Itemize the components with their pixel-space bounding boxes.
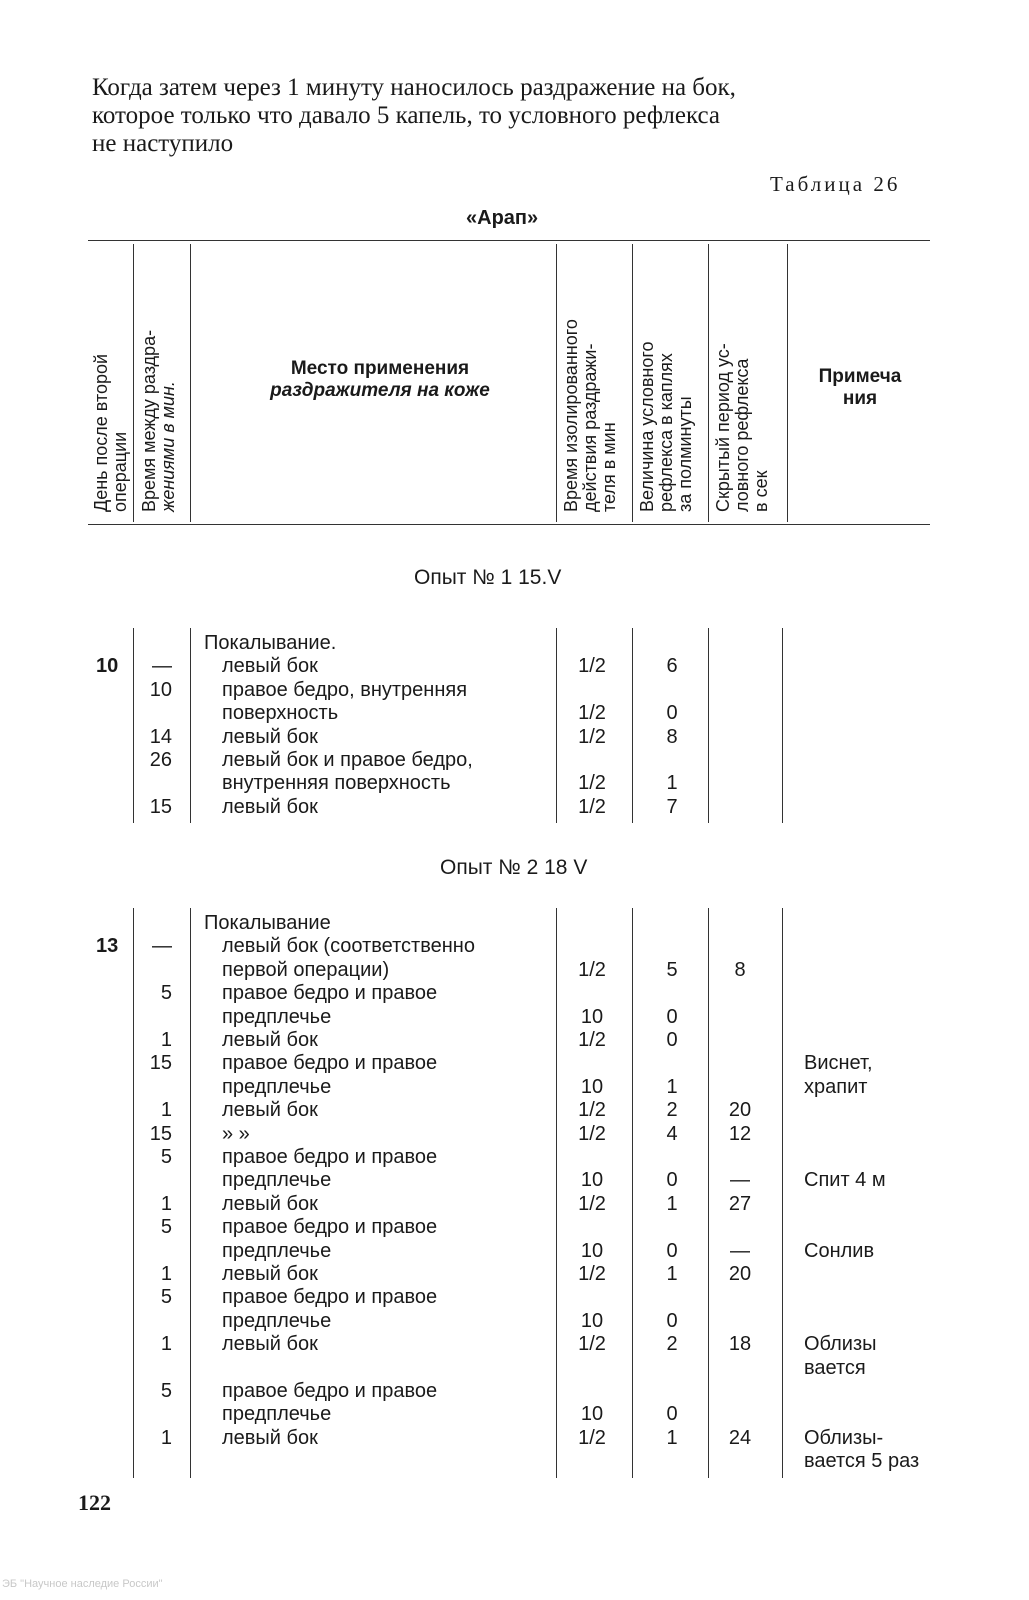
table-col-divider: [782, 628, 783, 823]
place-cell: левый бок и правое бедро,: [222, 749, 473, 771]
place-cell: левый бок: [222, 1099, 318, 1122]
day-cell: 13: [96, 935, 119, 958]
interval-cell: 15: [149, 1052, 172, 1075]
place-cell: внутренняя поверхность: [222, 772, 451, 795]
place-cell: правое бедро и правое: [222, 1146, 438, 1168]
header-bottom-rule: [88, 524, 930, 525]
magnitude-cell: 2: [666, 1333, 678, 1356]
interval-cell: 5: [160, 1146, 172, 1168]
table-col-divider: [556, 908, 557, 1478]
interval-cell: 14: [149, 725, 172, 748]
place-cell: предплечье: [222, 1005, 332, 1028]
interval-cell: —: [152, 655, 172, 678]
table-col-divider: [190, 908, 191, 1478]
time-cell: 1/2: [578, 655, 606, 678]
intro-line: Когда затем через 1 минуту наносилось раздражение на бок,: [92, 74, 736, 101]
latency-cell: 12: [728, 1122, 752, 1145]
place-cell: первой операции): [222, 958, 390, 981]
note-cell: храпит: [804, 1075, 868, 1098]
magnitude-cell: 0: [666, 1239, 678, 1262]
table-col-divider: [782, 908, 783, 1478]
place-cell: левый бок (соответственно: [222, 935, 475, 958]
interval-cell: 1: [160, 1029, 172, 1051]
place-cell: левый бок: [222, 1029, 318, 1051]
intro-line: которое только что давало 5 капель, то условного рефлекса: [92, 102, 721, 129]
watermark: ЭБ "Научное наследие России": [2, 1578, 163, 1590]
latency-cell: 24: [728, 1426, 752, 1449]
time-cell: 1/2: [578, 1333, 606, 1356]
header-col-divider: [708, 244, 709, 522]
magnitude-cell: 5: [666, 958, 678, 981]
magnitude-cell: 1: [666, 1192, 678, 1215]
interval-cell: 1: [160, 1099, 172, 1122]
time-cell: 1/2: [578, 1192, 606, 1215]
latency-cell: —: [730, 1239, 750, 1262]
place-cell: предплечье: [222, 1403, 332, 1426]
time-cell: 1/2: [578, 1099, 606, 1122]
intro-paragraph: [92, 74, 940, 158]
time-cell: 1/2: [578, 1426, 606, 1449]
table-title: «Арап»: [466, 207, 539, 229]
interval-cell: 1: [160, 1263, 172, 1285]
magnitude-cell: 0: [666, 1029, 678, 1051]
time-cell: 10: [580, 1239, 604, 1262]
place-cell: предплечье: [222, 1309, 332, 1332]
header-magnitude: Величина условного рефлекса в каплях за полминуты: [637, 341, 695, 512]
table-col-divider: [632, 628, 633, 823]
place-cell: Покалывание.: [204, 632, 337, 654]
table-col-divider: [556, 628, 557, 823]
place-cell: правое бедро и правое: [222, 1216, 438, 1239]
page-number: 122: [78, 1490, 111, 1515]
place-cell: правое бедро и правое: [222, 1052, 438, 1075]
time-cell: 10: [580, 1075, 604, 1098]
place-cell: левый бок: [222, 1333, 318, 1356]
time-cell: 1/2: [578, 795, 606, 818]
time-cell: 1/2: [578, 1263, 606, 1285]
header-latency: Скрытый период ус- ловного рефлекса в сек: [713, 343, 771, 512]
header-time: Время изолированного действия раздражи- теля в мин: [561, 319, 619, 512]
header-place: Место применения раздражителя на коже: [270, 358, 490, 401]
place-cell: » »: [222, 1122, 250, 1145]
time-cell: 10: [580, 1169, 604, 1192]
place-cell: предплечье: [222, 1075, 332, 1098]
place-cell: левый бок: [222, 655, 318, 678]
interval-cell: 15: [149, 1122, 172, 1145]
time-cell: 1/2: [578, 958, 606, 981]
table-col-divider: [190, 628, 191, 823]
table-col-divider: [708, 628, 709, 823]
table-col-divider: [632, 908, 633, 1478]
magnitude-cell: 6: [666, 655, 678, 678]
time-cell: 1/2: [578, 725, 606, 748]
time-cell: 1/2: [578, 1029, 606, 1051]
magnitude-cell: 8: [666, 725, 678, 748]
place-cell: правое бедро и правое: [222, 1286, 438, 1309]
note-cell: Спит 4 м: [804, 1169, 886, 1192]
latency-cell: 8: [734, 958, 746, 981]
interval-cell: 1: [160, 1333, 172, 1356]
experiment-2-title: Опыт № 2 18 V: [440, 856, 588, 879]
latency-cell: 18: [728, 1333, 752, 1356]
time-cell: 1/2: [578, 772, 606, 795]
experiment-1-title: Опыт № 1 15.V: [414, 566, 562, 589]
interval-cell: 15: [149, 795, 172, 818]
place-cell: поверхность: [222, 702, 339, 725]
header-col-divider: [556, 244, 557, 522]
time-cell: 1/2: [578, 1122, 606, 1145]
magnitude-cell: 1: [666, 1263, 678, 1285]
place-cell: левый бок: [222, 1192, 318, 1215]
day-cell: 10: [96, 655, 119, 678]
note-cell: Виснет,: [804, 1052, 873, 1075]
place-cell: правое бедро и правое: [222, 1380, 438, 1402]
table-number: Таблица 26: [770, 172, 901, 196]
interval-cell: —: [152, 935, 172, 958]
header-col-divider: [787, 244, 788, 522]
magnitude-cell: 4: [666, 1122, 678, 1145]
header-interval: Время между раздра- жениями в мин.: [139, 329, 178, 512]
note-cell: вается: [804, 1356, 866, 1379]
header-col-divider: [190, 244, 191, 522]
place-cell: левый бок: [222, 795, 318, 818]
intro-line: не наступило: [92, 130, 234, 157]
time-cell: 1/2: [578, 702, 606, 725]
magnitude-cell: 0: [666, 1309, 678, 1332]
interval-cell: 5: [160, 982, 172, 1005]
magnitude-cell: 0: [666, 702, 678, 725]
interval-cell: 5: [160, 1286, 172, 1309]
time-cell: 10: [580, 1309, 604, 1332]
place-cell: Покалывание: [204, 912, 331, 934]
place-cell: левый бок: [222, 1263, 318, 1285]
header-col-divider: [133, 244, 134, 522]
place-cell: предплечье: [222, 1239, 332, 1262]
interval-cell: 1: [160, 1426, 172, 1449]
magnitude-cell: 0: [666, 1403, 678, 1426]
place-cell: предплечье: [222, 1169, 332, 1192]
note-cell: Облизы-: [804, 1426, 884, 1449]
interval-cell: 5: [160, 1216, 172, 1239]
magnitude-cell: 2: [666, 1099, 678, 1122]
header-note: Примеча ния: [818, 366, 902, 409]
interval-cell: 10: [149, 678, 172, 701]
place-cell: правое бедро, внутренняя: [222, 678, 468, 701]
note-cell: Сонлив: [804, 1239, 875, 1262]
table-col-divider: [708, 908, 709, 1478]
magnitude-cell: 0: [666, 1169, 678, 1192]
latency-cell: 20: [728, 1263, 752, 1285]
latency-cell: 27: [728, 1192, 752, 1215]
magnitude-cell: 1: [666, 1426, 678, 1449]
header-col-divider: [632, 244, 633, 522]
place-cell: левый бок: [222, 1426, 318, 1449]
place-cell: левый бок: [222, 725, 318, 748]
interval-cell: 1: [160, 1192, 172, 1215]
time-cell: 10: [580, 1403, 604, 1426]
magnitude-cell: 7: [666, 795, 678, 818]
interval-cell: 26: [149, 749, 172, 771]
note-cell: Облизы: [804, 1333, 877, 1356]
note-cell: вается 5 раз: [804, 1450, 920, 1473]
magnitude-cell: 1: [666, 1075, 678, 1098]
header-top-rule: [88, 240, 930, 241]
latency-cell: —: [730, 1169, 750, 1192]
latency-cell: 20: [728, 1099, 752, 1122]
interval-cell: 5: [160, 1380, 172, 1402]
magnitude-cell: 0: [666, 1005, 678, 1028]
time-cell: 10: [580, 1005, 604, 1028]
magnitude-cell: 1: [666, 772, 678, 795]
place-cell: правое бедро и правое: [222, 982, 438, 1005]
header-day: День после второй операции: [91, 353, 130, 512]
